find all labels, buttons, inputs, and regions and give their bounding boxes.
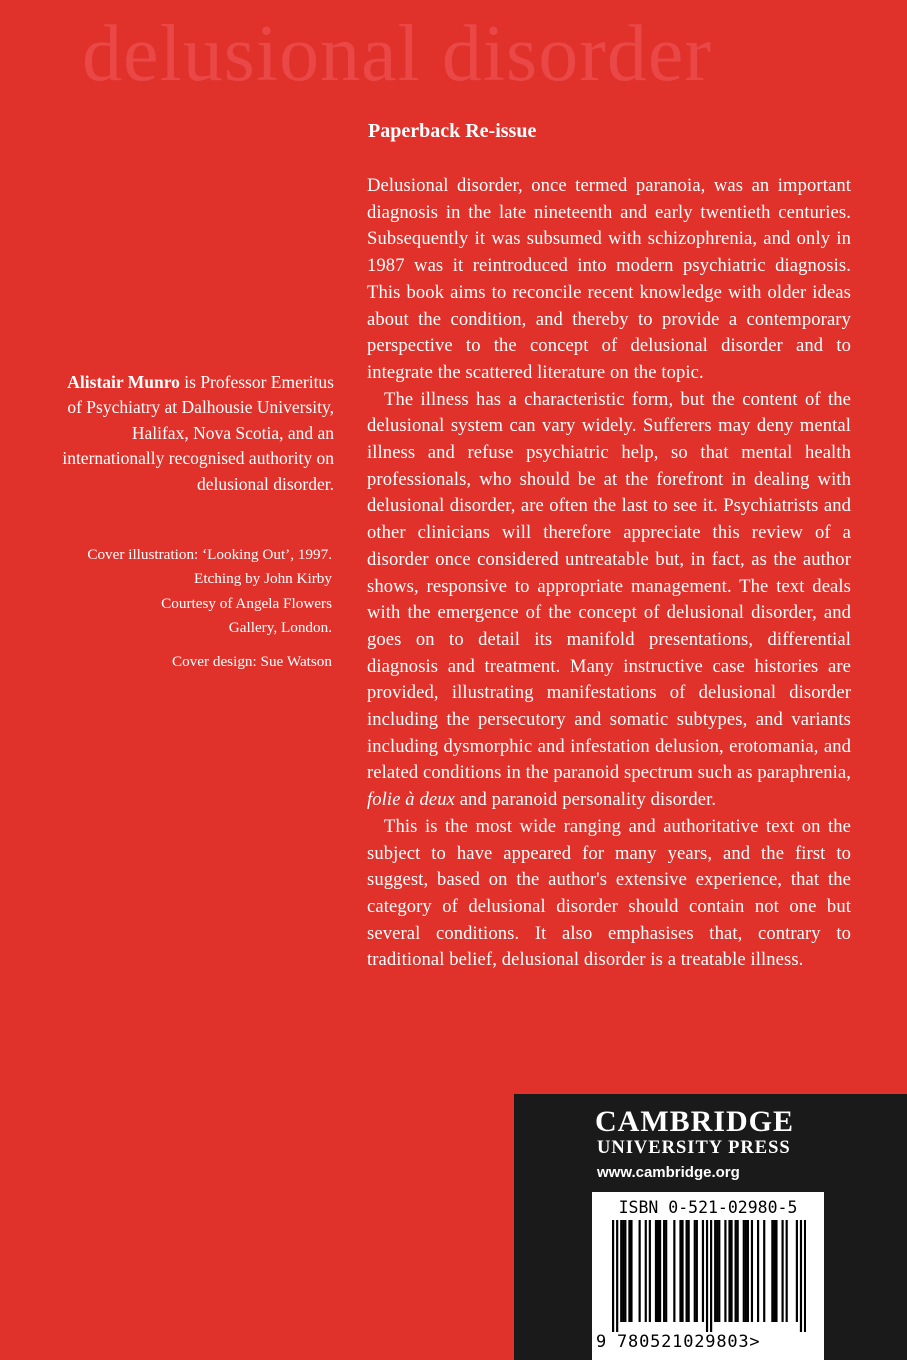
barcode-bar — [710, 1220, 712, 1332]
italic-term: folie à deux — [367, 789, 455, 811]
barcode-bar — [757, 1220, 759, 1322]
barcode-bar — [728, 1220, 730, 1322]
barcode-bar — [679, 1220, 681, 1322]
barcode-bar — [763, 1220, 765, 1322]
paragraph-2-end: and paranoid personality disorder. — [459, 789, 717, 811]
barcode-bar — [665, 1220, 667, 1322]
publisher-panel — [514, 1094, 907, 1360]
barcode-bar — [673, 1220, 675, 1322]
barcode-bar — [737, 1220, 739, 1322]
barcode-bar — [624, 1220, 626, 1322]
barcode-bar — [686, 1220, 688, 1322]
description-paragraph-2 — [367, 387, 851, 814]
credit-line-1: Cover illustration: ‘Looking Out’, 1997. — [87, 546, 332, 563]
barcode-bar — [743, 1220, 745, 1322]
barcode-bar — [775, 1220, 777, 1322]
barcode-bar — [724, 1220, 726, 1322]
barcode-bar — [804, 1220, 806, 1332]
publisher-url: www.cambridge.org — [597, 1164, 740, 1181]
barcode-digit-string: 780521029803 — [617, 1332, 750, 1352]
barcode-bar — [716, 1220, 718, 1322]
barcode-bar — [730, 1220, 732, 1322]
barcode-bar — [800, 1220, 802, 1332]
barcode-bar — [751, 1220, 753, 1322]
barcode-bar — [645, 1220, 647, 1322]
barcode-bar — [622, 1220, 624, 1322]
barcode-bar — [663, 1220, 665, 1322]
barcode-bar — [649, 1220, 651, 1322]
barcode-bar — [630, 1220, 632, 1322]
barcode-bar — [657, 1220, 659, 1322]
barcode-digits — [617, 1332, 760, 1352]
credit-line-3: Courtesy of Angela Flowers — [161, 594, 332, 612]
barcode — [592, 1192, 824, 1360]
paragraph-2-text: The illness has a characteristic form, but the content of the delusional system can vary widely. Sufferers may deny mental illness and refuse psychiatric help, so that mental health professionals, who should be at the forefront in dealing with delusional disorder, are often the last to see it. Psychiatrists and other clinicians will therefore appreciate this review of a disorder once considered untreatable but, in fact, as the author shows, responsive to appropriate management. The text deals with the emergence of the concept of delusional disorder, and goes on to detail its manifold presentations, differential diagnosis and treatment. Many instructive case histories are provided, illustrating manifestations of delusional disorder including the persecutory and somatic subtypes, and variants including dysmorphic and infestation delusion, erotomania, and related conditions in the paranoid spectrum such as paraphrenia, — [367, 388, 851, 784]
barcode-bar — [628, 1220, 630, 1322]
barcode-bar — [620, 1220, 622, 1322]
barcode-end-mark: > — [749, 1332, 761, 1352]
barcode-bar — [694, 1220, 696, 1322]
barcode-bar — [773, 1220, 775, 1322]
isbn-label: ISBN 0-521-02980-5 — [618, 1198, 798, 1217]
publisher-logo: CAMBRIDGE — [595, 1105, 795, 1138]
author-bio — [52, 370, 334, 497]
author-name: Alistair Munro — [67, 372, 180, 392]
description — [367, 173, 851, 974]
publisher-subtitle: UNIVERSITY PRESS — [597, 1138, 791, 1158]
barcode-bar — [747, 1220, 749, 1322]
barcode-bar — [745, 1220, 747, 1322]
design-credit: Cover design: Sue Watson — [171, 652, 332, 670]
author-bio-text: is Professor Emeritus of Psychiatry at Dalhousie University, Halifax, Nova Scotia, and an internationally recognised authority on delusional disorder. — [62, 372, 334, 494]
barcode-bar — [659, 1220, 661, 1322]
barcode-bar — [718, 1220, 720, 1322]
cover-credits — [40, 543, 332, 674]
barcode-bar — [706, 1220, 708, 1332]
barcode-bar — [639, 1220, 641, 1322]
background-title: delusional disorder — [82, 10, 712, 98]
barcode-bars — [612, 1220, 806, 1332]
barcode-bar — [771, 1220, 773, 1322]
barcode-bar — [612, 1220, 614, 1332]
barcode-lead-digit: 9 — [596, 1332, 607, 1352]
barcode-bar — [681, 1220, 683, 1322]
barcode-bar — [786, 1220, 788, 1322]
description-paragraph-1: Delusional disorder, once termed paranoia, was an important diagnosis in the late nineteenth and early twentieth centuries. Subsequently it was subsumed with schizophrenia, and only in 1987 was it reintroduced into modern psychiatric diagnosis. This book aims to reconcile recent knowledge with older ideas about the condition, and thereby to provide a contemporary perspective to the concept of delusional disorder and to integrate the scattered literature on the topic. — [367, 175, 851, 383]
barcode-bar — [735, 1220, 737, 1322]
credit-line-2: Etching by John Kirby — [194, 570, 332, 588]
barcode-bar — [696, 1220, 698, 1322]
barcode-bar — [655, 1220, 657, 1322]
barcode-bar — [781, 1220, 783, 1322]
barcode-bar — [688, 1220, 690, 1322]
reissue-label: Paperback Re-issue — [368, 120, 537, 142]
barcode-bar — [714, 1220, 716, 1322]
barcode-bar — [702, 1220, 704, 1322]
barcode-bar — [616, 1220, 618, 1332]
credit-line-4: Gallery, London. — [228, 619, 332, 637]
description-paragraph-3: This is the most wide ranging and authoritative text on the subject to have appeared for many years, and the first to suggest, based on the author's extensive experience, that the category of delusional disorder should contain not one but several conditions. It also emphasises that, contrary to traditional belief, delusional disorder is a treatable illness. — [367, 815, 851, 971]
barcode-bar — [796, 1220, 798, 1322]
